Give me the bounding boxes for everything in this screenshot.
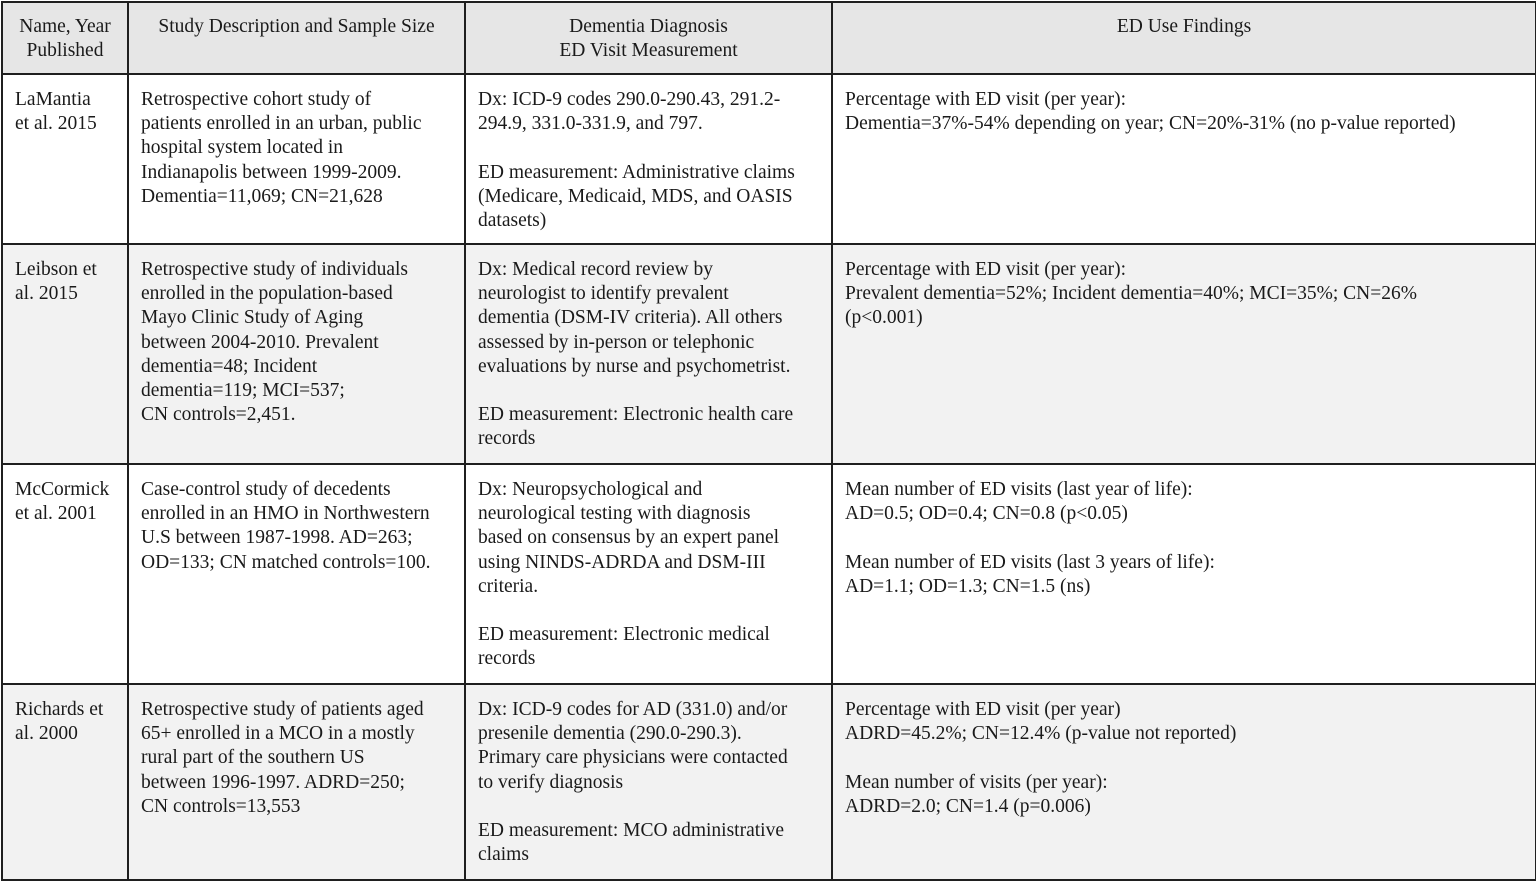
text-line: 294.9, 331.0-331.9, and 797.	[478, 113, 703, 135]
cell-name-year	[2, 74, 128, 244]
cell-ed-use-findings	[832, 684, 1536, 880]
header-line: ED Visit Measurement	[559, 40, 738, 62]
header-name-year	[2, 2, 128, 74]
cell-ed-use-findings	[832, 74, 1536, 244]
text-line: Primary care physicians were contacted	[478, 747, 788, 769]
text-line: (p<0.001)	[845, 307, 923, 329]
text-line: al. 2015	[15, 283, 78, 305]
text-line: Retrospective study of individuals	[141, 259, 409, 280]
text-line: records	[478, 428, 536, 450]
text-line: between 2004-2010. Prevalent	[141, 331, 379, 353]
text-line: CN controls=2,451.	[141, 404, 296, 426]
cell-name-year	[2, 684, 128, 880]
header-row	[2, 2, 1536, 74]
text-line: dementia (DSM-IV criteria). All others	[478, 307, 783, 329]
text-line: Dx: Medical record review by	[478, 259, 713, 280]
header-line: Study Description and Sample Size	[158, 16, 435, 37]
text-line: Mean number of ED visits (last year of life):	[845, 479, 1193, 500]
header-study-description	[128, 2, 465, 74]
text-line: Mean number of visits (per year):	[845, 771, 1108, 793]
cell-ed-use-findings	[832, 244, 1536, 464]
text-line: evaluations by nurse and psychometrist.	[478, 355, 791, 377]
cell-dementia-diagnosis	[465, 244, 832, 464]
table-row	[2, 464, 1536, 684]
paragraph-gap	[478, 795, 819, 819]
text-line: Indianapolis between 1999-2009.	[141, 161, 402, 183]
text-line: Dx: ICD-9 codes 290.0-290.43, 291.2-	[478, 89, 781, 110]
text-line: Prevalent dementia=52%; Incident dementia=40%; MCI=35%; CN=26%	[845, 283, 1417, 305]
text-line: OD=133; CN matched controls=100.	[141, 551, 431, 573]
cell-dementia-diagnosis	[465, 464, 832, 684]
paragraph-gap	[478, 599, 819, 623]
text-line: based on consensus by an expert panel	[478, 527, 780, 549]
table-row	[2, 74, 1536, 244]
text-line: Dementia=11,069; CN=21,628	[141, 185, 383, 207]
text-line: between 1996-1997. ADRD=250;	[141, 771, 405, 793]
header-dementia-diagnosis	[465, 2, 832, 74]
text-line: Retrospective study of patients aged	[141, 699, 424, 720]
cell-dementia-diagnosis	[465, 684, 832, 880]
text-line: Percentage with ED visit (per year)	[845, 699, 1121, 720]
table-row	[2, 684, 1536, 880]
paragraph-gap	[478, 379, 819, 403]
text-line: neurological testing with diagnosis	[478, 503, 751, 525]
text-line: presenile dementia (290.0-290.3).	[478, 723, 742, 745]
cell-dementia-diagnosis	[465, 74, 832, 244]
paragraph-gap	[478, 136, 819, 160]
text-line: ADRD=45.2%; CN=12.4% (p-value not reported)	[845, 723, 1237, 745]
header-ed-use-findings	[832, 2, 1536, 74]
text-line: claims	[478, 844, 529, 866]
header-line: Dementia Diagnosis	[569, 16, 728, 37]
cell-study-description	[128, 684, 465, 880]
text-line: patients enrolled in an urban, public	[141, 113, 422, 135]
text-line: 65+ enrolled in a MCO in a mostly	[141, 723, 415, 745]
table-row	[2, 244, 1536, 464]
text-line: Case-control study of decedents	[141, 479, 391, 500]
text-line: ED measurement: Electronic health care	[478, 404, 794, 426]
cell-study-description	[128, 464, 465, 684]
text-line: criteria.	[478, 575, 539, 597]
text-line: to verify diagnosis	[478, 771, 624, 793]
text-line: Richards et	[15, 699, 104, 720]
text-line: U.S between 1987-1998. AD=263;	[141, 527, 413, 549]
text-line: rural part of the southern US	[141, 747, 365, 769]
text-line: Percentage with ED visit (per year):	[845, 89, 1127, 110]
text-line: McCormick	[15, 479, 110, 500]
text-line: AD=0.5; OD=0.4; CN=0.8 (p<0.05)	[845, 503, 1128, 525]
text-line: et al. 2001	[15, 503, 97, 525]
text-line: Dx: Neuropsychological and	[478, 479, 703, 500]
text-line: AD=1.1; OD=1.3; CN=1.5 (ns)	[845, 575, 1091, 597]
text-line: dementia=48; Incident	[141, 355, 318, 377]
text-line: al. 2000	[15, 723, 78, 745]
header-line: ED Use Findings	[1116, 16, 1252, 37]
text-line: Mayo Clinic Study of Aging	[141, 307, 364, 329]
text-line: et al. 2015	[15, 113, 97, 135]
text-line: Leibson et	[15, 259, 97, 280]
text-line: Mean number of ED visits (last 3 years of life):	[845, 551, 1215, 573]
cell-name-year	[2, 244, 128, 464]
text-line: ED measurement: Electronic medical	[478, 624, 770, 646]
text-line: LaMantia	[15, 89, 91, 110]
text-line: Dx: ICD-9 codes for AD (331.0) and/or	[478, 699, 788, 720]
text-line: using NINDS-ADRDA and DSM-III	[478, 551, 766, 573]
text-line: enrolled in the population-based	[141, 283, 393, 305]
cell-name-year	[2, 464, 128, 684]
text-line: assessed by in-person or telephonic	[478, 331, 755, 353]
text-line: enrolled in an HMO in Northwestern	[141, 503, 430, 525]
text-line: dementia=119; MCI=537;	[141, 380, 345, 402]
text-line: Dementia=37%-54% depending on year; CN=20%-31% (no p-value reported)	[845, 113, 1456, 135]
text-line: ADRD=2.0; CN=1.4 (p=0.006)	[845, 795, 1091, 817]
paragraph-gap	[845, 526, 1523, 550]
text-line: (Medicare, Medicaid, MDS, and OASIS	[478, 185, 793, 207]
text-line: neurologist to identify prevalent	[478, 283, 729, 305]
cell-study-description	[128, 74, 465, 244]
cell-study-description	[128, 244, 465, 464]
header-line: Name, Year	[19, 16, 111, 37]
text-line: datasets)	[478, 210, 547, 231]
cell-ed-use-findings	[832, 464, 1536, 684]
text-line: ED measurement: MCO administrative	[478, 820, 784, 841]
text-line: Percentage with ED visit (per year):	[845, 259, 1127, 280]
text-line: ED measurement: Administrative claims	[478, 161, 795, 183]
paragraph-gap	[845, 746, 1523, 770]
text-line: records	[478, 648, 536, 670]
text-line: hospital system located in	[141, 137, 344, 159]
header-line: Published	[26, 40, 104, 62]
text-line: Retrospective cohort study of	[141, 89, 372, 110]
studies-table	[1, 1, 1536, 881]
text-line: CN controls=13,553	[141, 795, 301, 817]
